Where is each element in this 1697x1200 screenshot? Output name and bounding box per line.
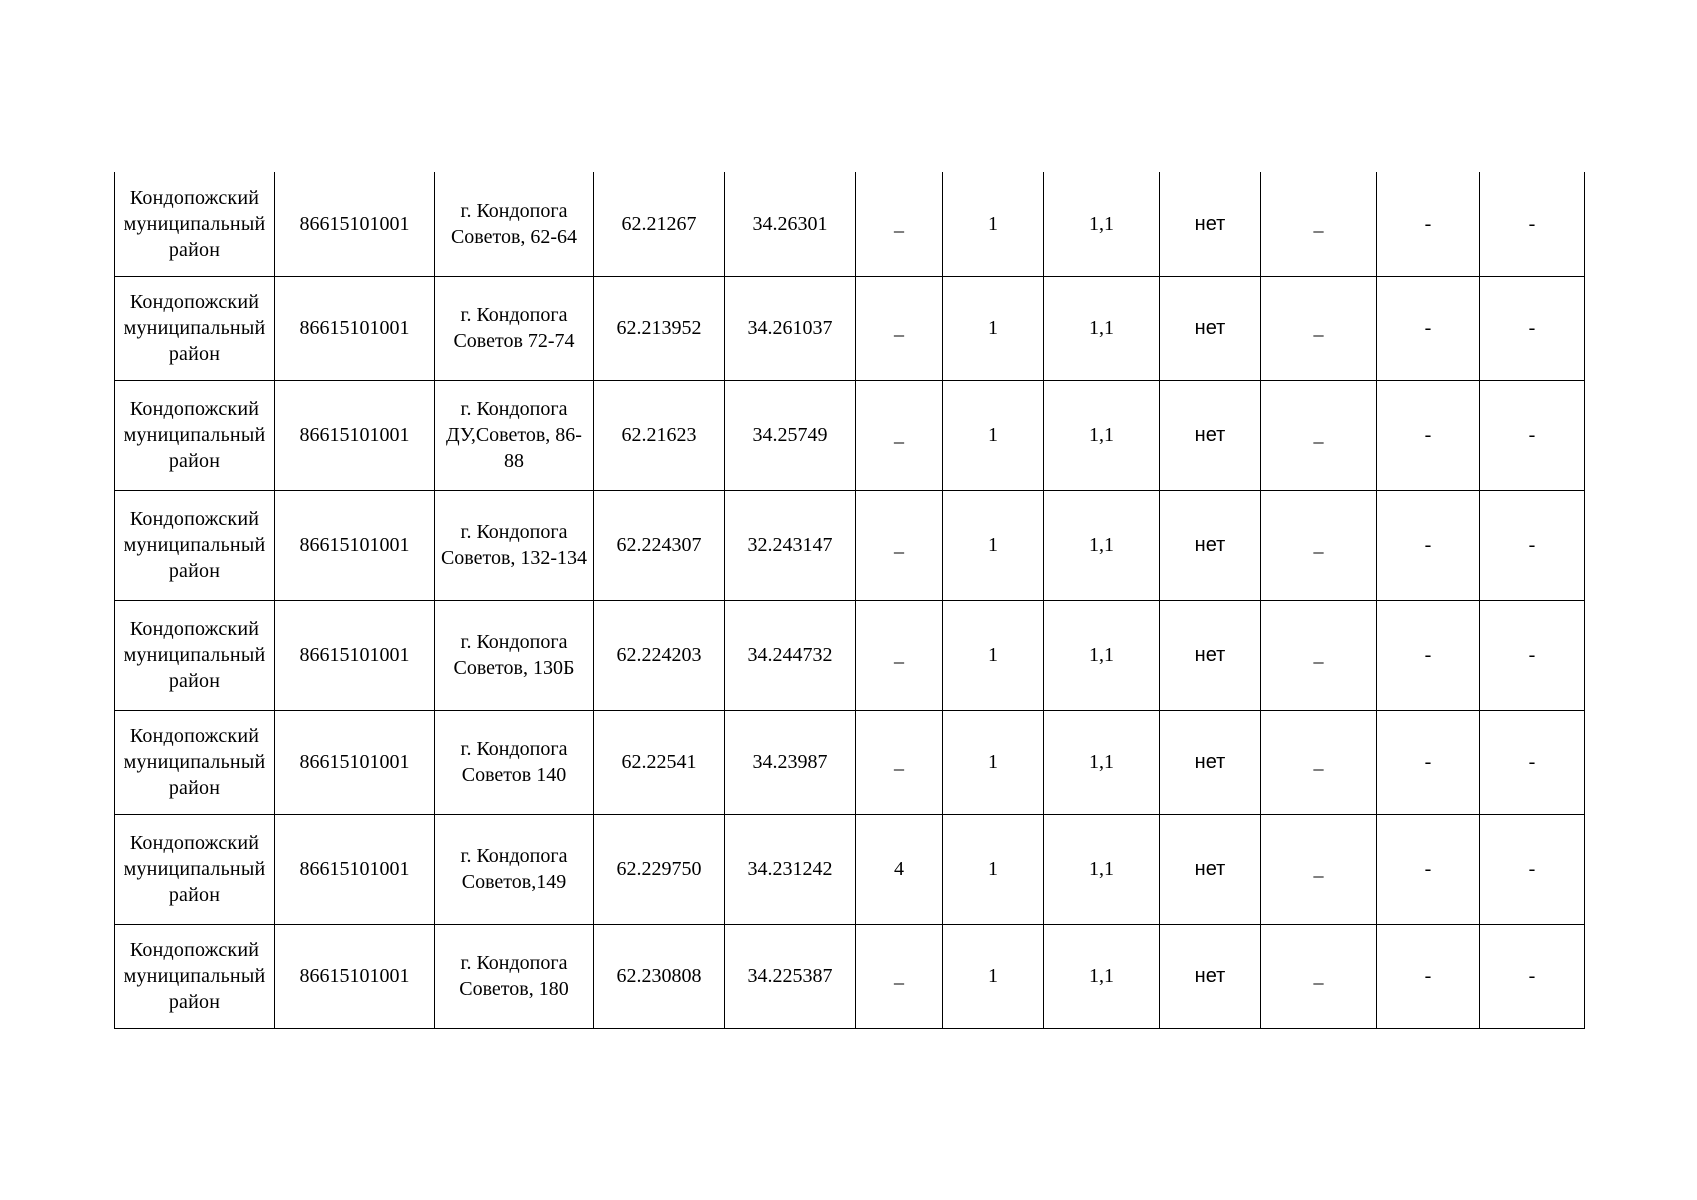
column-11-cell: - (1377, 600, 1480, 710)
column-9-cell: нет (1160, 380, 1261, 490)
column-10-cell: _ (1261, 924, 1377, 1028)
address-cell: г. Кондопога Советов, 130Б (435, 600, 594, 710)
column-9-cell: нет (1160, 276, 1261, 380)
district-cell: Кондопожский муниципальный район (115, 276, 275, 380)
longitude-cell: 34.244732 (725, 600, 856, 710)
column-12-cell: - (1480, 600, 1585, 710)
column-10-cell: _ (1261, 380, 1377, 490)
column-9-cell: нет (1160, 710, 1261, 814)
latitude-cell: 62.21623 (594, 380, 725, 490)
column-7-cell: 1 (943, 924, 1044, 1028)
column-10-cell: _ (1261, 710, 1377, 814)
address-cell: г. Кондопога Советов, 180 (435, 924, 594, 1028)
column-7-cell: 1 (943, 814, 1044, 924)
column-12-cell: - (1480, 380, 1585, 490)
column-9-cell: нет (1160, 490, 1261, 600)
table-row (115, 814, 1585, 924)
district-cell: Кондопожский муниципальный район (115, 924, 275, 1028)
column-12-cell: - (1480, 276, 1585, 380)
latitude-cell: 62.230808 (594, 924, 725, 1028)
column-7-cell: 1 (943, 172, 1044, 276)
column-12-cell: - (1480, 924, 1585, 1028)
address-cell: г. Кондопога Советов 140 (435, 710, 594, 814)
district-cell: Кондопожский муниципальный район (115, 600, 275, 710)
column-11-cell: - (1377, 490, 1480, 600)
column-6-cell: _ (856, 380, 943, 490)
latitude-cell: 62.21267 (594, 172, 725, 276)
address-cell: г. Кондопога Советов, 132-134 (435, 490, 594, 600)
column-6-cell: _ (856, 600, 943, 710)
column-6-cell: _ (856, 276, 943, 380)
district-cell: Кондопожский муниципальный район (115, 380, 275, 490)
table-row (115, 276, 1585, 380)
table-row (115, 380, 1585, 490)
column-7-cell: 1 (943, 276, 1044, 380)
column-11-cell: - (1377, 276, 1480, 380)
oktmo-cell: 86615101001 (275, 924, 435, 1028)
table-row (115, 924, 1585, 1028)
address-cell: г. Кондопога Советов 72-74 (435, 276, 594, 380)
column-7-cell: 1 (943, 380, 1044, 490)
longitude-cell: 34.25749 (725, 380, 856, 490)
column-12-cell: - (1480, 490, 1585, 600)
longitude-cell: 34.231242 (725, 814, 856, 924)
oktmo-cell: 86615101001 (275, 172, 435, 276)
column-11-cell: - (1377, 924, 1480, 1028)
table-row (115, 600, 1585, 710)
column-9-cell: нет (1160, 814, 1261, 924)
longitude-cell: 34.261037 (725, 276, 856, 380)
column-7-cell: 1 (943, 710, 1044, 814)
column-8-cell: 1,1 (1044, 924, 1160, 1028)
column-8-cell: 1,1 (1044, 710, 1160, 814)
column-8-cell: 1,1 (1044, 380, 1160, 490)
district-cell: Кондопожский муниципальный район (115, 814, 275, 924)
district-cell: Кондопожский муниципальный район (115, 710, 275, 814)
column-7-cell: 1 (943, 490, 1044, 600)
column-6-cell: _ (856, 172, 943, 276)
table-row (115, 710, 1585, 814)
column-12-cell: - (1480, 814, 1585, 924)
latitude-cell: 62.229750 (594, 814, 725, 924)
address-cell: г. Кондопога ДУ,Советов, 86-88 (435, 380, 594, 490)
table-row (115, 490, 1585, 600)
latitude-cell: 62.224203 (594, 600, 725, 710)
column-8-cell: 1,1 (1044, 814, 1160, 924)
oktmo-cell: 86615101001 (275, 276, 435, 380)
column-7-cell: 1 (943, 600, 1044, 710)
district-cell: Кондопожский муниципальный район (115, 172, 275, 276)
oktmo-cell: 86615101001 (275, 380, 435, 490)
column-8-cell: 1,1 (1044, 600, 1160, 710)
oktmo-cell: 86615101001 (275, 600, 435, 710)
column-6-cell: _ (856, 490, 943, 600)
column-10-cell: _ (1261, 490, 1377, 600)
column-6-cell: _ (856, 710, 943, 814)
table-row (115, 172, 1585, 276)
column-10-cell: _ (1261, 172, 1377, 276)
column-11-cell: - (1377, 380, 1480, 490)
column-11-cell: - (1377, 710, 1480, 814)
column-10-cell: _ (1261, 276, 1377, 380)
oktmo-cell: 86615101001 (275, 814, 435, 924)
oktmo-cell: 86615101001 (275, 710, 435, 814)
column-9-cell: нет (1160, 172, 1261, 276)
column-6-cell: 4 (856, 814, 943, 924)
latitude-cell: 62.22541 (594, 710, 725, 814)
column-8-cell: 1,1 (1044, 172, 1160, 276)
address-cell: г. Кондопога Советов, 62-64 (435, 172, 594, 276)
column-8-cell: 1,1 (1044, 276, 1160, 380)
oktmo-cell: 86615101001 (275, 490, 435, 600)
latitude-cell: 62.224307 (594, 490, 725, 600)
column-12-cell: - (1480, 710, 1585, 814)
longitude-cell: 32.243147 (725, 490, 856, 600)
column-8-cell: 1,1 (1044, 490, 1160, 600)
column-10-cell: _ (1261, 600, 1377, 710)
column-9-cell: нет (1160, 924, 1261, 1028)
address-cell: г. Кондопога Советов,149 (435, 814, 594, 924)
column-10-cell: _ (1261, 814, 1377, 924)
longitude-cell: 34.23987 (725, 710, 856, 814)
longitude-cell: 34.26301 (725, 172, 856, 276)
column-11-cell: - (1377, 172, 1480, 276)
registry-table (114, 172, 1585, 1029)
column-6-cell: _ (856, 924, 943, 1028)
column-12-cell: - (1480, 172, 1585, 276)
column-11-cell: - (1377, 814, 1480, 924)
column-9-cell: нет (1160, 600, 1261, 710)
district-cell: Кондопожский муниципальный район (115, 490, 275, 600)
longitude-cell: 34.225387 (725, 924, 856, 1028)
latitude-cell: 62.213952 (594, 276, 725, 380)
